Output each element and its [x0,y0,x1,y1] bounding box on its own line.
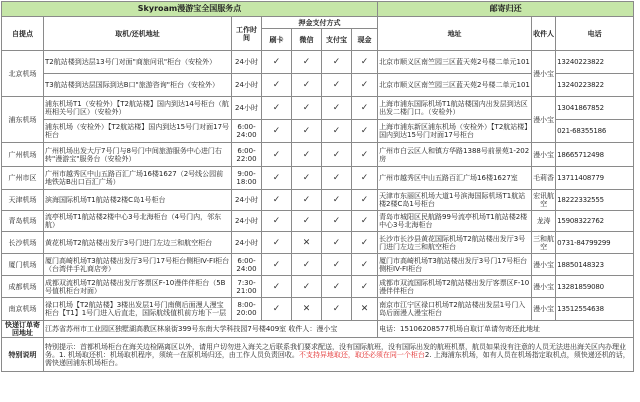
col-hours-header: 工作时间 [232,17,262,51]
mail-address: 北京市顺义区南竺园三区蓝天苑2号楼二单元101 [378,51,532,74]
pickup-address: T3航站楼到达层国际到达B口"旅游咨询"柜台（安检外） [44,74,232,97]
table-row [2,276,634,298]
check-icon: ✓ [322,143,352,167]
check-icon: ✓ [262,143,292,167]
check-icon: ✓ [352,120,378,143]
table-row [2,190,634,211]
work-hours: 8:00-20:00 [232,298,262,321]
notes-text [44,338,634,372]
table-row [2,51,634,74]
mail-return-label: 快递订单寄回地址 [2,321,44,338]
phone: 18665712498 [556,143,634,167]
work-hours: 24小时 [232,51,262,74]
check-icon: ✓ [262,190,292,211]
phone: 18222332555 [556,190,634,211]
phone: 15908322762 [556,211,634,232]
receiver: 三和航空 [532,232,556,254]
check-icon: ✓ [352,232,378,254]
work-hours: 6:00-24:00 [232,254,262,276]
check-icon: ✓ [322,232,352,254]
service-points-table [1,1,634,372]
check-icon: ✓ [322,51,352,74]
col-payment-header: 押金支付方式 [262,17,378,29]
work-hours: 24小时 [232,211,262,232]
table-row [2,232,634,254]
mail-address: 长沙市长沙县黄花国际机场T2航站楼出发厅3号门进门左边三和航空柜台 [378,232,532,254]
mail-return-phone: 电话：15106208577机场自取订单请勿寄还此地址 [378,321,634,338]
check-icon: ✓ [262,276,292,298]
phone: 021-68355186 [556,120,634,143]
receiver: 漫小宝 [532,298,556,321]
work-hours: 24小时 [232,232,262,254]
check-icon: ✓ [352,254,378,276]
check-icon: ✓ [322,74,352,97]
table-row [2,143,634,167]
mail-address: 厦门市高崎机场T3航站楼出发厅3号门17号柜台侧柜IV-FI柜台 [378,254,532,276]
col-alipay-header: 支付宝 [322,29,352,51]
check-icon: ✓ [292,190,322,211]
table-row [2,97,634,120]
pickup-address: 广州市越秀区中山五路百汇广场16楼1627（2号线公园前地铁站B出口百汇广场） [44,167,232,190]
mail-address: 青岛市城阳区民航路99号流亭机场T1航站楼2楼中心3号北海柜台 [378,211,532,232]
check-icon: ✓ [262,232,292,254]
receiver: 漫小宝 [532,276,556,298]
pickup-address: 浦东机场T1（安检外）【T2航站楼】国内到达14号柜台（航班相关号门区）（安检外） [44,97,232,120]
work-hours: 24小时 [232,190,262,211]
check-icon: ✓ [322,97,352,120]
mail-address: 北京市顺义区南竺园三区蓝天苑2号楼二单元101 [378,74,532,97]
pickup-address: 黄花机场T2航站楼出发厅3号门进门左边三和航空柜台 [44,232,232,254]
phone: 13711408779 [556,167,634,190]
check-icon: ✓ [322,211,352,232]
work-hours: 6:00-22:00 [232,143,262,167]
check-icon: ✓ [322,190,352,211]
notes-main: 特别提示：首都机场柜台在海关边检隔离区以外，请用户切勿进入海关之后联系我们要求配送，没有国际航班，没有国际出发的航班机票，航员如果没有注意的人员无法进出海关区内办理业务。1. 机场取还机：机场取机程序，须统一在原机场归还，由工作人员负责回收。 [45,342,626,359]
pickup-address: 禄口机场【T2航站楼】3楼出发层1号门南侧后面漫人漫宝柜台【T1】1号门进入后直走，国际航线值机前方地下一层 [44,298,232,321]
check-icon: ✓ [322,167,352,190]
pickup-location: 厦门机场 [2,254,44,276]
phone: 13240223822 [556,74,634,97]
check-icon: ✓ [262,120,292,143]
mail-return-text: 江苏省苏州市工业园区独墅湖高教区林泉街399号东南大学科技园7号楼409室 收件人：漫小宝 [44,321,378,338]
check-icon: ✓ [262,211,292,232]
col-pickup-header: 自提点 [2,17,44,51]
col-cash-header: 现金 [352,29,378,51]
check-icon: ✓ [352,276,378,298]
work-hours: 6:00-24:00 [232,120,262,143]
pickup-address: 成都双流机场T2航站楼出发厅客票区F-10漫伴伴柜台（5B号值机柜台对面） [44,276,232,298]
check-icon: ✓ [352,167,378,190]
right-title: 邮寄归还 [378,2,634,17]
phone: 13281859080 [556,276,634,298]
pickup-address: 浦东机场（安检外）【T2航站楼】国内到达15号门对面17号柜台 [44,120,232,143]
table-row [2,254,634,276]
pickup-location: 青岛机场 [2,211,44,232]
mail-return-row [2,321,634,338]
check-icon: ✓ [292,167,322,190]
check-icon: ✓ [352,143,378,167]
check-icon: ✓ [292,120,322,143]
check-icon: ✓ [262,298,292,321]
check-icon: ✓ [292,211,322,232]
left-title: Skyroam漫游宝全国服务点 [2,2,378,17]
pickup-address: 流亭机场T1航站楼2楼中心3号北海柜台（4号门内，邻东航） [44,211,232,232]
table-row [2,167,634,190]
notes-warning: 不支持异地取还，取还必须在同一个柜台 [298,350,425,359]
mail-address: 上海市浦东新区浦东机场（安检外）【T2航站楼】国内到达15号门对面17号柜台 [378,120,532,143]
check-icon: ✓ [262,51,292,74]
cross-icon: ✕ [292,232,322,254]
check-icon: ✓ [352,51,378,74]
check-icon: ✓ [322,120,352,143]
col-phone-header: 电话 [556,17,634,51]
mail-address: 天津市东丽区机场大道1号滨海国际机场T1航站楼2楼C岛1号柜台 [378,190,532,211]
col-address-header: 取机/还机地址 [44,17,232,51]
header-row-1 [2,17,634,29]
work-hours: 9:00-18:00 [232,167,262,190]
check-icon: ✓ [352,74,378,97]
col-mail-address-header: 地址 [378,17,532,51]
cross-icon: ✕ [292,298,322,321]
col-receiver-header: 收件人 [532,17,556,51]
pickup-address: 广州机场出发大厅7号门与8号门中间旅游服务中心进门右转"漫游宝"服务台（安检外） [44,143,232,167]
check-icon: ✓ [292,276,322,298]
check-icon: ✓ [292,51,322,74]
notes-tail: 2. 上海浦东机场，如有人员在机场指定取机点，须快递还机的话，需快递回浦东机场柜台。 [45,350,630,367]
check-icon: ✓ [322,254,352,276]
notes-row [2,338,634,372]
phone: 13240223822 [556,51,634,74]
pickup-location: 天津机场 [2,190,44,211]
pickup-location: 广州机场 [2,143,44,167]
phone: 0731-84799299 [556,232,634,254]
check-icon: ✓ [352,211,378,232]
title-row [2,2,634,17]
pickup-address: 滨海国际机场T1航站楼2楼C岛1号柜台 [44,190,232,211]
phone: 18850148323 [556,254,634,276]
check-icon: ✓ [262,74,292,97]
pickup-address: T2航站楼到达层13号门对面"商旅问讯"柜台（安检外） [44,51,232,74]
pickup-location: 北京机场 [2,51,44,97]
table-row [2,298,634,321]
check-icon: ✓ [262,97,292,120]
receiver: 漫小宝 [532,143,556,167]
pickup-location: 成都机场 [2,276,44,298]
notes-label: 特别说明 [2,338,44,372]
mail-address: 成都市双流国际机场T2航站楼出发厅客票区F-10漫伴伴柜台 [378,276,532,298]
check-icon: ✓ [262,167,292,190]
pickup-location: 广州市区 [2,167,44,190]
work-hours: 7:30-21:00 [232,276,262,298]
mail-address: 广州市白云区人和镇方华路1388号前景苑1-202房 [378,143,532,167]
check-icon: ✓ [262,254,292,276]
pickup-location: 南京机场 [2,298,44,321]
check-icon: ✓ [292,254,322,276]
pickup-location: 浦东机场 [2,97,44,143]
receiver: 漫小宝 [532,97,556,143]
check-icon: ✓ [292,74,322,97]
check-icon: ✓ [352,190,378,211]
phone: 13512554638 [556,298,634,321]
check-icon: ✓ [292,97,322,120]
receiver: 漫小宝 [532,51,556,97]
work-hours: 24小时 [232,97,262,120]
table-row [2,211,634,232]
check-icon: ✓ [322,276,352,298]
receiver: 毛莉香 [532,167,556,190]
pickup-location: 长沙机场 [2,232,44,254]
col-card-header: 刷卡 [262,29,292,51]
pickup-address: 厦门高崎机场T3航站楼出发厅3号门17号柜台侧柜IV-FI柜台（台湾伴手礼商店旁） [44,254,232,276]
check-icon: ✓ [322,298,352,321]
receiver: 龙涛 [532,211,556,232]
col-wechat-header: 微信 [292,29,322,51]
check-icon: ✓ [292,143,322,167]
mail-address: 上海市浦东国际机场T1航站楼国内出发层到达区出发二楼门口。（安检外） [378,97,532,120]
cross-icon: ✕ [352,298,378,321]
work-hours: 24小时 [232,74,262,97]
mail-address: 南京市江宁区禄口机场T2航站楼出发层1号门入岛后面漫人漫宝柜台 [378,298,532,321]
phone: 13041867852 [556,97,634,120]
receiver: 宏讯航空 [532,190,556,211]
receiver: 漫小宝 [532,254,556,276]
check-icon: ✓ [352,97,378,120]
mail-address: 广州市越秀区中山五路百汇广场16楼1627室 [378,167,532,190]
